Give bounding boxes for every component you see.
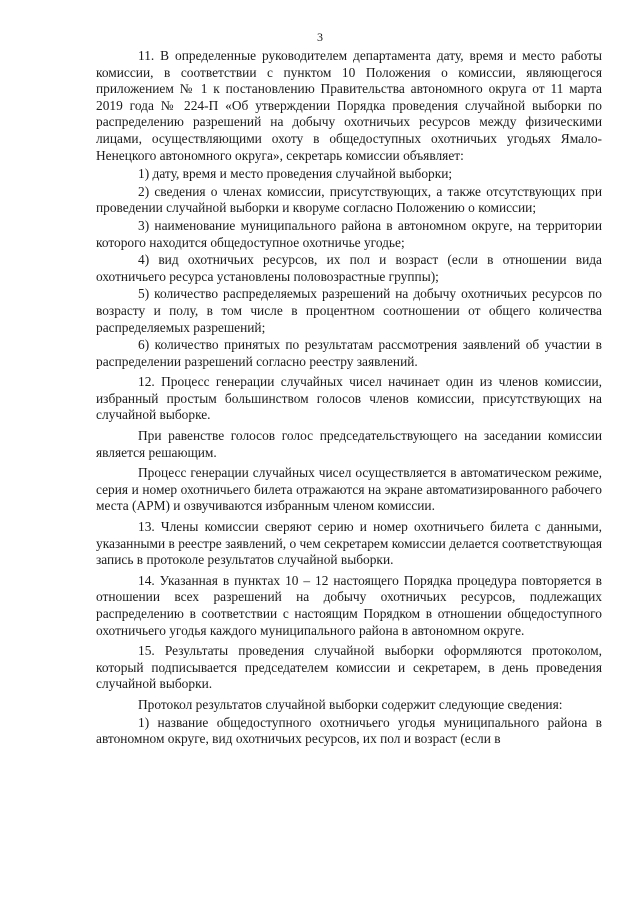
paragraph-generation-process: Процесс генерации случайных чисел осуществляется в автоматическом режиме, серия и номер охотничьего билета отражаются на экране автоматизированного рабочего места (АРМ) и озвучиваются избранным членом комиссии. xyxy=(96,465,602,514)
paragraph-13: 13. Члены комиссии сверяют серию и номер охотничьего билета с данными, указанными в реестре заявлений, о чем секретарем комиссии делается соответствующая запись в протоколе результатов случайной выборки. xyxy=(96,519,602,568)
paragraph-15: 15. Результаты проведения случайной выборки оформляются протоколом, который подписывается председателем комиссии и секретарем, в день проведения случайной выборки. xyxy=(96,643,602,692)
paragraph-11: 11. В определенные руководителем департамента дату, время и место работы комиссии, в соответствии с пунктом 10 Положения о комиссии, являющегося приложением № 1 к постановлению Правительства автономного округа от 11 марта 2019 года № 224-П «Об утверждении Порядка проведения случайной выборки по распределению разрешений на добычу охотничьих ресурсов между физическими лицами, осуществляющими охоту в общедоступных охотничьих угодьях Ямало-Ненецкого автономного округа», секретарь комиссии объявляет: xyxy=(96,48,602,163)
paragraph-14: 14. Указанная в пунктах 10 – 12 настоящего Порядка процедура повторяется в отношении всех разрешений на добычу охотничьих ресурсов, подлежащих распределению в соответствии с настоящим Порядком в отношении общедоступного охотничьего угодья каждого муниципального района в автономном округе. xyxy=(96,572,602,638)
list-item-5: 5) количество распределяемых разрешений на добычу охотничьих ресурсов по возрасту и полу, в том числе в процентном соотношении от общего количества распределяемых разрешений; xyxy=(96,286,602,335)
document-body xyxy=(96,48,602,749)
protocol-list-item-1: 1) название общедоступного охотничьего угодья муниципального района в автономном округе, вид охотничьих ресурсов, их пол и возраст (если в xyxy=(96,714,602,747)
list-item-6: 6) количество принятых по результатам рассмотрения заявлений об участии в распределении разрешений согласно реестру заявлений. xyxy=(96,337,602,369)
list-item-1: 1) дату, время и место проведения случайной выборки; xyxy=(138,166,453,182)
paragraph-12: 12. Процесс генерации случайных чисел начинает один из членов комиссии, избранный простым большинством голосов членов комиссии, присутствующих на случайной выборке. xyxy=(96,374,602,423)
list-item-3: 3) наименование муниципального района в автономном округе, на территории которого находится общедоступное охотничье угодье; xyxy=(96,217,602,250)
paragraph-tie-vote: При равенстве голосов голос председательствующего на заседании комиссии является решающим. xyxy=(96,428,602,460)
list-item-4: 4) вид охотничьих ресурсов, их пол и возраст (если в отношении вида охотничьего ресурса установлены половозрастные группы); xyxy=(96,252,602,284)
list-item-2: 2) сведения о членах комиссии, присутствующих, а также отсутствующих при проведении случайной выборки и кворуме согласно Положению о комиссии; xyxy=(96,183,602,216)
page-number: 3 xyxy=(317,30,323,44)
paragraph-protocol-contents: Протокол результатов случайной выборки содержит следующие сведения: xyxy=(138,696,563,712)
